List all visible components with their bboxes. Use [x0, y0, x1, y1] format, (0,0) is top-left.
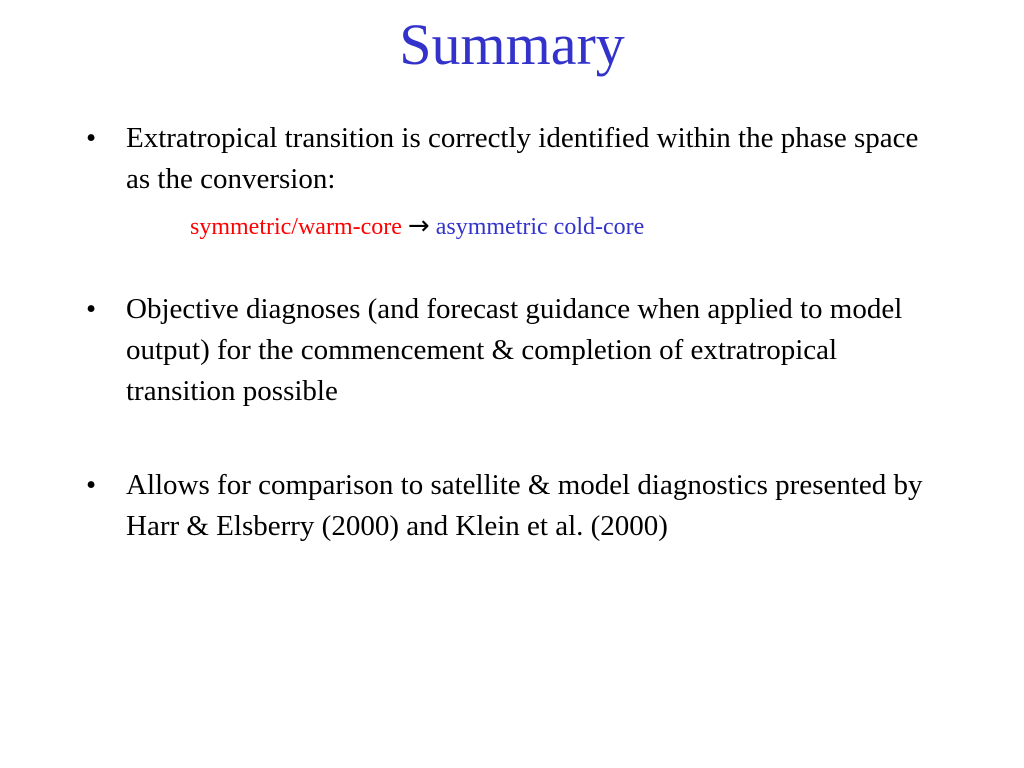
bullet-marker: • [86, 293, 97, 325]
bullet-item-2 [86, 289, 926, 412]
bullet-item-1 [86, 118, 926, 200]
right-arrow-icon: → [407, 211, 430, 241]
bullet-list [86, 118, 926, 547]
bullet-item-3 [86, 465, 926, 547]
formula-from: symmetric/warm-core [190, 214, 402, 240]
bullet-marker: • [86, 469, 97, 501]
bullet-text: Allows for comparison to satellite & model diagnostics presented by Harr & Elsberry (2000) and Klein et al. (2000) [126, 469, 923, 542]
bullet-text: Extratropical transition is correctly identified within the phase space as the conversion: [126, 122, 919, 195]
bullet-text: Objective diagnoses (and forecast guidance when applied to model output) for the commencement & completion of extratropical transition possible [126, 293, 903, 407]
conversion-formula [86, 211, 926, 242]
formula-to: asymmetric cold-core [435, 214, 645, 240]
bullet-marker: • [86, 122, 97, 154]
slide-title: Summary [399, 12, 625, 77]
